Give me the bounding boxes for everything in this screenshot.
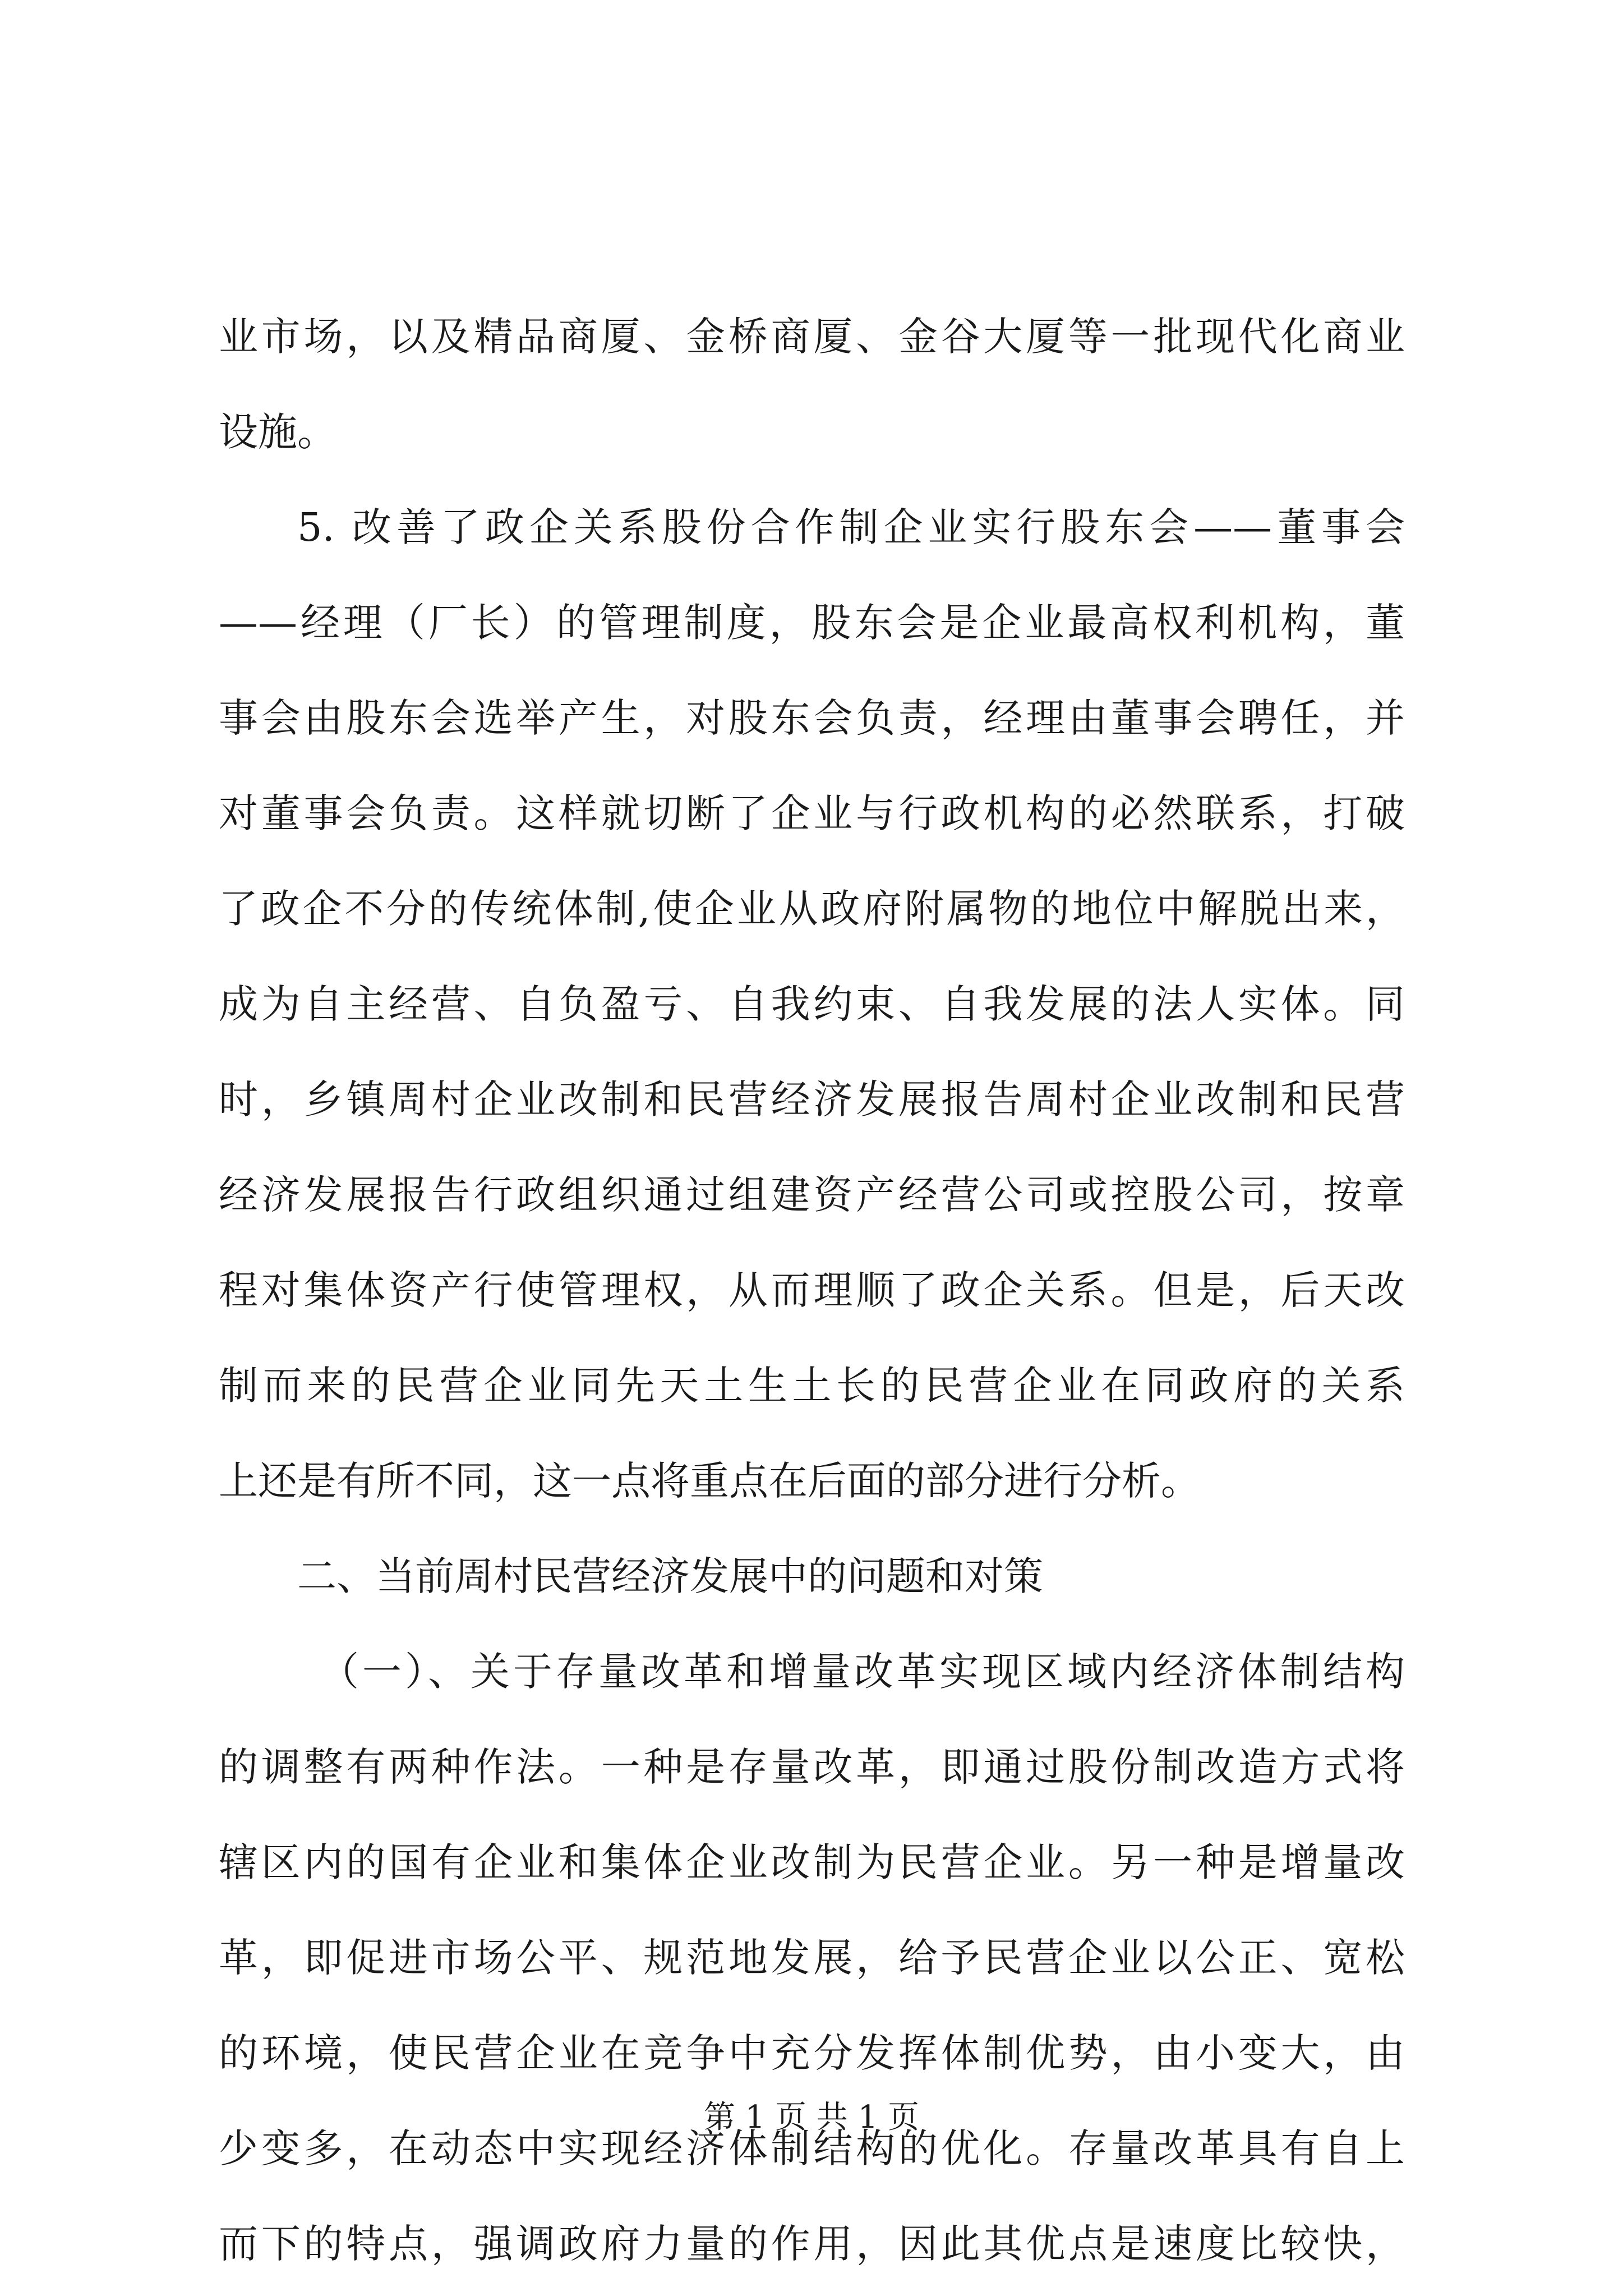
text-line: 革，即促进市场公平、规范地发展，给予民营企业以公正、宽松 [219,1935,1405,1981]
body-text [219,289,1405,2292]
text-line: 成为自主经营、自负盈亏、自我约束、自我发展的法人实体。同 [219,981,1405,1027]
text-line: 事会由股东会选举产生，对股东会负责，经理由董事会聘任，并 [219,695,1405,741]
text-line: 少变多，在动态中实现经济体制结构的优化。存量改革具有自上 [219,2125,1405,2171]
page-footer [0,2095,1623,2140]
text-line: 而下的特点，强调政府力量的作用，因此其优点是速度比较快， [219,2221,1405,2267]
text-line: 对董事会负责。这样就切断了企业与行政机构的必然联系，打破 [219,790,1405,836]
text-line: ——经理（厂长）的管理制度，股东会是企业最高权利机构，董 [219,600,1405,646]
text-line: 了政企不分的传统体制,使企业从政府附属物的地位中解脱出来， [219,886,1405,932]
text-line: 时，乡镇周村企业改制和民营经济发展报告周村企业改制和民营 [219,1076,1405,1122]
text-line: 的环境，使民营企业在竞争中充分发挥体制优势，由小变大，由 [219,2030,1405,2076]
page-number-label: 第 1 页 共 1 页 [703,2099,920,2136]
text-line: 的调整有两种作法。一种是存量改革，即通过股份制改造方式将 [219,1744,1405,1790]
text-line: 制而来的民营企业同先天土生土长的民营企业在同政府的关系 [219,1363,1405,1409]
text-line: 经济发展报告行政组织通过组建资产经营公司或控股公司，按章 [219,1172,1405,1218]
subsection-heading: （一）、关于存量改革和增量改革实现区域内经济体制结构 [320,1649,1405,1695]
text-line: 5. 改善了政企关系股份合作制企业实行股东会——董事会 [297,504,1405,550]
section-heading: 二、当前周村民营经济发展中的问题和对策 [297,1553,1043,1599]
text-line: 业市场，以及精品商厦、金桥商厦、金谷大厦等一批现代化商业 [219,314,1405,360]
text-line: 辖区内的国有企业和集体企业改制为民营企业。另一种是增量改 [219,1839,1405,1885]
text-line: 程对集体资产行使管理权，从而理顺了政企关系。但是，后天改 [219,1267,1405,1313]
text-line: 上还是有所不同，这一点将重点在后面的部分进行分析。 [219,1458,1200,1504]
text-line: 设施。 [219,409,336,455]
